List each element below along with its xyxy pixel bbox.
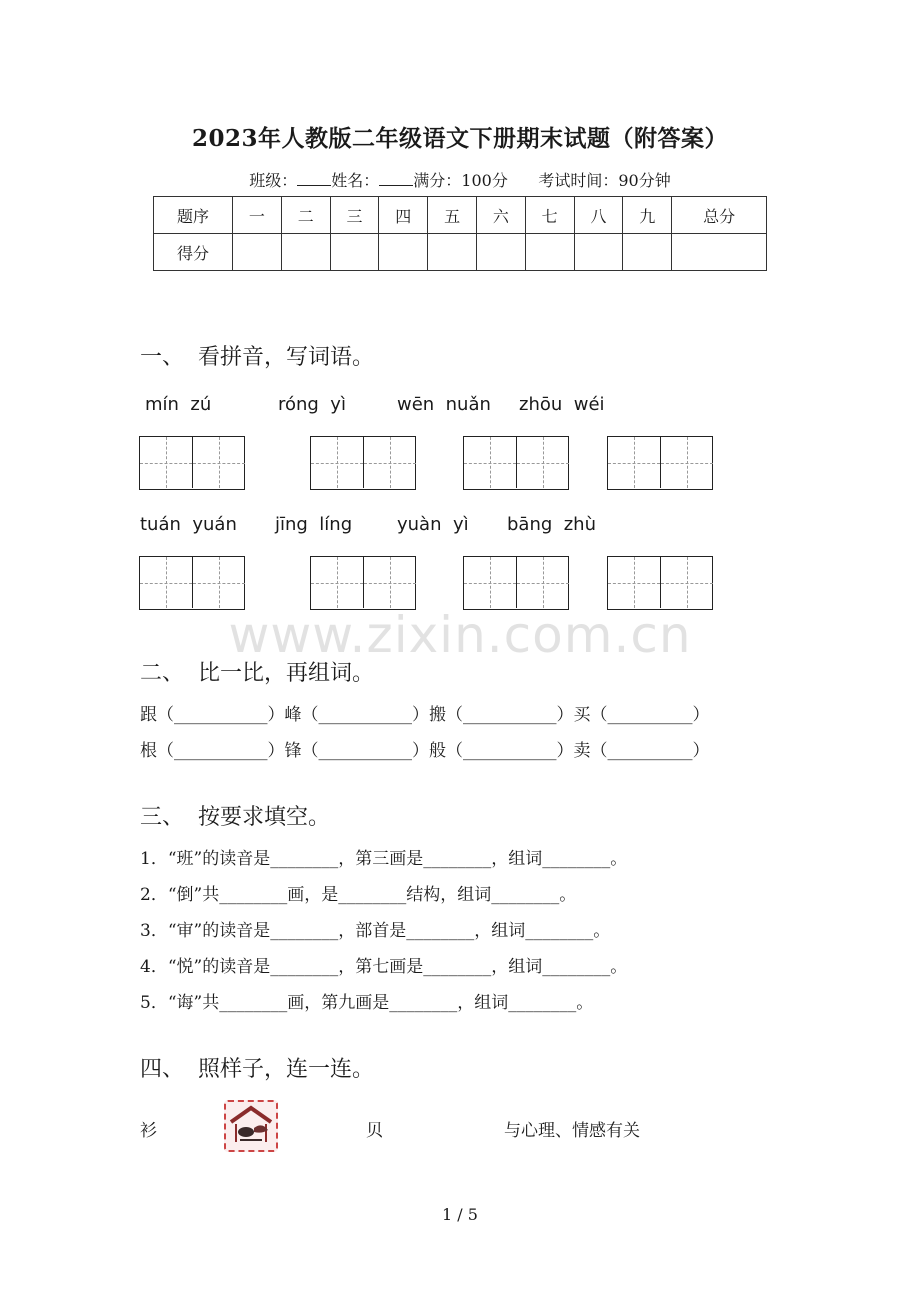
match-meaning[interactable]: 与心理、情感有关 — [504, 1121, 640, 1141]
header-cell: 一 — [233, 197, 282, 234]
name-label: 姓名： — [331, 171, 380, 190]
class-blank[interactable] — [297, 171, 331, 186]
score-cell[interactable] — [233, 234, 282, 271]
header-cell: 六 — [476, 197, 525, 234]
writing-grid[interactable] — [139, 436, 245, 490]
exam-info — [0, 168, 920, 191]
score-cell[interactable] — [379, 234, 428, 271]
section3-heading: 三、 按要求填空。 — [140, 805, 330, 830]
fill-item[interactable]: 1．“班”的读音是________，第三画是________，组词________。 — [140, 849, 628, 869]
header-cell: 四 — [379, 197, 428, 234]
pinyin: tuán yuán — [140, 514, 237, 535]
score-cell[interactable] — [623, 234, 672, 271]
pinyin: jīng líng — [275, 514, 353, 535]
header-cell: 三 — [330, 197, 379, 234]
section4-heading: 四、 照样子，连一连。 — [140, 1057, 374, 1082]
writing-grid[interactable] — [607, 436, 713, 490]
writing-grid[interactable] — [463, 436, 569, 490]
pinyin: bāng zhù — [507, 514, 596, 535]
writing-grid[interactable] — [463, 556, 569, 610]
page-title: 2023年人教版二年级语文下册期末试题（附答案） — [191, 125, 728, 152]
full-score: 满分：100分 — [413, 171, 508, 190]
name-blank[interactable] — [379, 171, 413, 186]
score-cell[interactable] — [428, 234, 477, 271]
score-cell[interactable] — [330, 234, 379, 271]
score-cell[interactable] — [525, 234, 574, 271]
score-cell[interactable] — [281, 234, 330, 271]
fill-item[interactable]: 3．“审”的读音是________，部首是________，组词________。 — [140, 921, 611, 941]
score-table-score-row — [154, 234, 767, 271]
writing-grid[interactable] — [139, 556, 245, 610]
match-left-char[interactable]: 衫 — [140, 1121, 157, 1141]
compare-line[interactable]: 跟（___________）峰（___________）搬（___________）买（__________） — [140, 705, 710, 725]
fill-item[interactable]: 5．“诲”共________画，第九画是________，组词________。 — [140, 993, 594, 1013]
header-cell: 二 — [281, 197, 330, 234]
pinyin: zhōu wéi — [519, 394, 605, 415]
writing-grid[interactable] — [310, 436, 416, 490]
section1-heading: 一、 看拼音，写词语。 — [140, 345, 374, 370]
watermark: www.zixin.com.cn — [228, 606, 692, 664]
house-picture-icon[interactable] — [224, 1100, 278, 1152]
header-cell: 九 — [623, 197, 672, 234]
writing-grid[interactable] — [607, 556, 713, 610]
class-label: 班级： — [249, 171, 298, 190]
pinyin: wēn nuǎn — [397, 394, 491, 415]
header-cell: 总分 — [672, 197, 767, 234]
writing-grid[interactable] — [310, 556, 416, 610]
header-cell: 八 — [574, 197, 623, 234]
match-middle-char[interactable]: 贝 — [366, 1121, 383, 1141]
score-cell[interactable] — [574, 234, 623, 271]
pinyin: yuàn yì — [397, 514, 469, 535]
row-label: 得分 — [154, 234, 233, 271]
score-table-header-row — [154, 197, 767, 234]
score-cell[interactable] — [476, 234, 525, 271]
header-cell: 五 — [428, 197, 477, 234]
header-cell: 七 — [525, 197, 574, 234]
exam-time: 考试时间：90分钟 — [538, 171, 671, 190]
score-cell[interactable] — [672, 234, 767, 271]
page-number: 1 / 5 — [442, 1205, 478, 1224]
header-cell: 题序 — [154, 197, 233, 234]
pinyin: róng yì — [278, 394, 346, 415]
fill-item[interactable]: 4．“悦”的读音是________，第七画是________，组词________。 — [140, 957, 628, 977]
section2-heading: 二、 比一比，再组词。 — [140, 661, 374, 686]
pinyin: mín zú — [145, 394, 212, 415]
fill-item[interactable]: 2．“倒”共________画，是________结构，组词________。 — [140, 885, 577, 905]
compare-line[interactable]: 根（___________）锋（___________）般（___________）卖（__________） — [140, 741, 710, 761]
score-table — [153, 196, 767, 271]
